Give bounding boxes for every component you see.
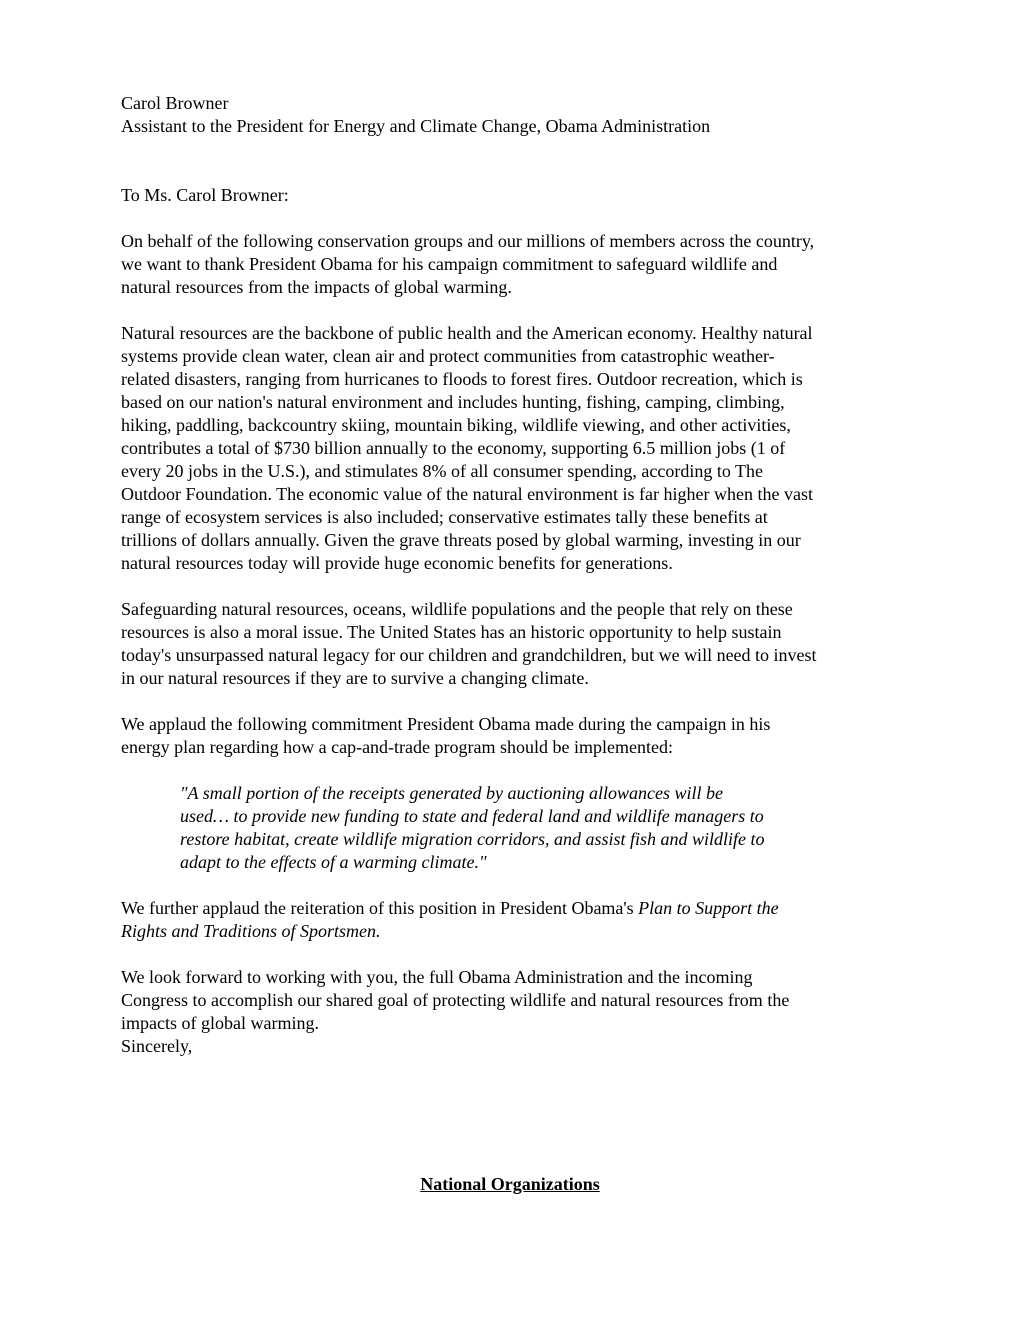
salutation: To Ms. Carol Browner: <box>121 185 289 205</box>
text-line: systems provide clean water, clean air and protect communities from catastrophic weather- <box>121 346 775 366</box>
text-line: based on our nation's natural environment and includes hunting, fishing, camping, climbing, <box>121 392 785 412</box>
text-line: range of ecosystem services is also included; conservative estimates tally these benefits at <box>121 507 768 527</box>
text-line: hiking, paddling, backcountry skiing, mountain biking, wildlife viewing, and other activities, <box>121 415 791 435</box>
recipient-name: Carol Browner <box>121 93 229 113</box>
text-line: impacts of global warming. <box>121 1013 319 1033</box>
text-line: Congress to accomplish our shared goal of protecting wildlife and natural resources from the <box>121 990 790 1010</box>
text-line: natural resources today will provide huge economic benefits for generations. <box>121 553 673 573</box>
text-line: we want to thank President Obama for his campaign commitment to safeguard wildlife and <box>121 254 778 274</box>
recipient-block <box>121 92 921 138</box>
text-line <box>121 920 921 943</box>
text-line: On behalf of the following conservation groups and our millions of members across the country, <box>121 231 815 251</box>
plan-title-continued: Rights and Traditions of Sportsmen. <box>121 921 381 941</box>
quote-line: "A small portion of the receipts generated by auctioning allowances will be <box>180 783 723 803</box>
plan-title: Plan to Support the <box>638 898 779 918</box>
recipient-title: Assistant to the President for Energy and Climate Change, Obama Administration <box>121 116 711 136</box>
text-line: natural resources from the impacts of global warming. <box>121 277 512 297</box>
text-line: Outdoor Foundation. The economic value of the natural environment is far higher when the vast <box>121 484 813 504</box>
text-line: Natural resources are the backbone of public health and the American economy. Healthy natural <box>121 323 813 343</box>
paragraph-1 <box>121 230 921 299</box>
text-line: contributes a total of $730 billion annually to the economy, supporting 6.5 million jobs (1 of <box>121 438 786 458</box>
closing-paragraph <box>121 966 921 1035</box>
text-line: today's unsurpassed natural legacy for our children and grandchildren, but we will need to invest <box>121 645 817 665</box>
quote-line: adapt to the effects of a warming climate." <box>180 852 487 872</box>
quote-line: restore habitat, create wildlife migration corridors, and assist fish and wildlife to <box>180 829 765 849</box>
text-line: energy plan regarding how a cap-and-trade program should be implemented: <box>121 737 673 757</box>
paragraph-2 <box>121 322 921 575</box>
reiteration-text: We further applaud the reiteration of this position in President Obama's <box>121 898 639 918</box>
text-line <box>121 897 921 920</box>
signoff: Sincerely, <box>121 1036 193 1056</box>
reiteration-paragraph <box>121 897 921 943</box>
text-line: resources is also a moral issue. The United States has an historic opportunity to help sustain <box>121 622 782 642</box>
text-line: trillions of dollars annually. Given the grave threats posed by global warming, investing in our <box>121 530 801 550</box>
text-line: every 20 jobs in the U.S.), and stimulates 8% of all consumer spending, according to The <box>121 461 764 481</box>
quote-line: used… to provide new funding to state and federal land and wildlife managers to <box>180 806 764 826</box>
text-line: in our natural resources if they are to survive a changing climate. <box>121 668 589 688</box>
paragraph-3 <box>121 598 921 690</box>
campaign-quote <box>180 782 980 874</box>
section-heading: National Organizations <box>420 1174 600 1194</box>
paragraph-4 <box>121 713 921 759</box>
text-line: Safeguarding natural resources, oceans, wildlife populations and the people that rely on these <box>121 599 793 619</box>
text-line: related disasters, ranging from hurricanes to floods to forest fires. Outdoor recreation, which is <box>121 369 803 389</box>
text-line: We applaud the following commitment President Obama made during the campaign in his <box>121 714 771 734</box>
text-line: We look forward to working with you, the full Obama Administration and the incoming <box>121 967 753 987</box>
